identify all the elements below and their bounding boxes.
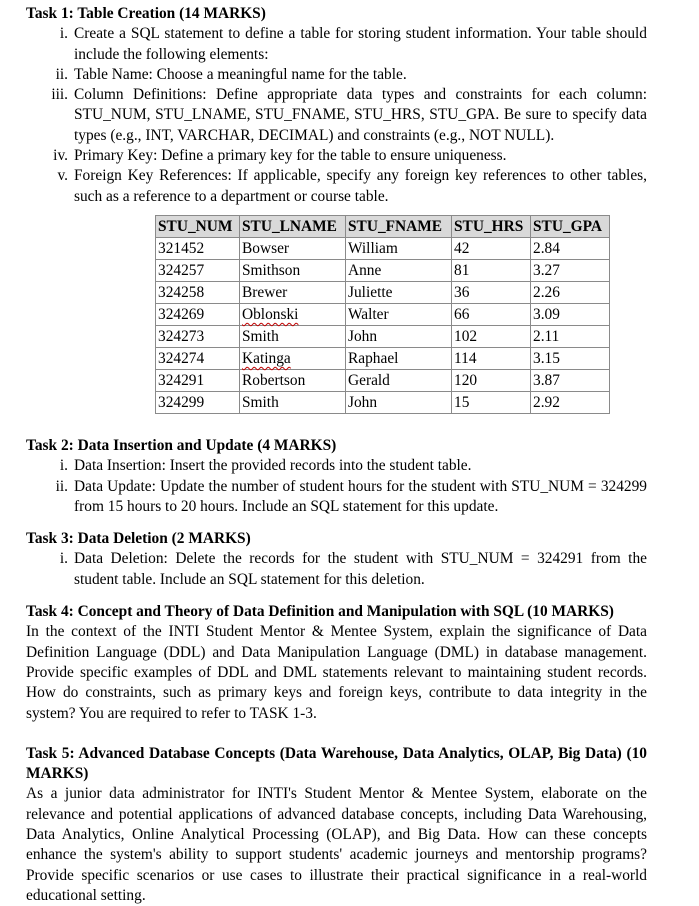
cell-text: Oblonski [242,305,299,323]
table-cell [452,303,531,325]
table-cell [452,237,531,259]
table-cell [531,347,610,369]
table-cell [156,347,240,369]
table-cell [531,391,610,413]
cell-text: John [348,327,378,345]
cell-text: 324269 [158,305,205,323]
cell-text: 3.27 [533,261,560,279]
cell-text: Raphael [348,349,399,367]
table-cell [156,325,240,347]
table-cell [452,259,531,281]
column-header: STU_GPA [531,215,610,237]
table-row [156,237,610,259]
cell-text: Walter [348,305,389,323]
table-cell [531,369,610,391]
table-row [156,281,610,303]
cell-text: 324257 [158,261,205,279]
table-cell [531,303,610,325]
task1-item: i. Create a SQL statement to define a table for storing student information. Your table should include the following elements: [59,25,647,63]
cell-text: 3.15 [533,349,560,367]
cell-text: Brewer [242,283,288,301]
cell-text: 42 [454,239,470,257]
column-header: STU_NUM [156,215,240,237]
table-cell [452,391,531,413]
cell-text: 114 [454,349,477,367]
task2-heading: Task 2: Data Insertion and Update (4 MARKS) [26,436,337,454]
table-cell [240,303,346,325]
table-cell [156,281,240,303]
table-row [156,347,610,369]
table-header-row [156,215,610,237]
table-cell [531,259,610,281]
table-cell [531,281,610,303]
task4-heading: Task 4: Concept and Theory of Data Definition and Manipulation with SQL (10 MARKS) [26,603,614,621]
cell-text: 324291 [158,371,205,389]
task1-item: v. Foreign Key References: If applicable, specify any foreign key references to other tables, such as a reference to a department or course table. [57,167,647,205]
task4-body: In the context of the INTI Student Mentor & Mentee System, explain the significance of Data Definition Language (DDL) and Data Manipulation Language (DML) in database management. Provide specific examples of DDL and DML statements relevant to maintaining student records. How do constraints, such as primary keys and foreign keys, contribute to data integrity in the system? You are required to refer to TASK 1-3. [26,623,647,722]
task3-item: i. Data Deletion: Delete the records for the student with STU_NUM = 324291 from the student table. Include an SQL statement for this deletion. [59,550,647,588]
table-cell [240,281,346,303]
table-cell [452,369,531,391]
task2-list [26,456,647,517]
cell-text: 2.84 [533,239,560,257]
cell-text: 324258 [158,283,205,301]
task1-section [26,4,647,207]
cell-text: 324273 [158,327,205,345]
cell-text: 2.11 [533,327,560,345]
table-cell [156,303,240,325]
cell-text: 2.26 [533,283,560,301]
table-cell [346,347,452,369]
table-cell [531,237,610,259]
cell-text: 321452 [158,239,205,257]
cell-text: Bowser [242,239,290,257]
cell-text: 81 [454,261,470,279]
table-cell [531,325,610,347]
task5-body: As a junior data administrator for INTI's Student Mentor & Mentee System, elaborate on the relevance and potential applications of advanced database concepts, including Data Warehousing, Data Analytics, Online Analytical Processing (OLAP), and Big Data. How can these concepts enhance the system's ability to support students' academic journeys and mentorship programs? Provide specific scenarios or use cases to illustrate their practical significance in a real-world educational setting. [26,785,647,904]
task1-item: ii. Table Name: Choose a meaningful name for the table. [55,65,407,83]
table-cell [346,237,452,259]
table-row [156,259,610,281]
task1-list [26,24,647,207]
column-header: STU_LNAME [240,215,346,237]
cell-text: Anne [348,261,382,279]
cell-text: 324299 [158,393,205,411]
cell-text: Gerald [348,371,390,389]
table-row [156,325,610,347]
table-cell [156,391,240,413]
task2-item: i. Data Insertion: Insert the provided records into the student table. [59,457,472,475]
cell-text: 102 [454,327,478,345]
table-cell [240,259,346,281]
cell-text: Katinga [242,349,291,367]
table-cell [346,303,452,325]
table-cell [346,369,452,391]
cell-text: John [348,393,378,411]
task3-heading: Task 3: Data Deletion (2 MARKS) [26,530,251,548]
task3-section [26,529,647,590]
cell-text: 15 [454,393,470,411]
student-table [155,215,610,414]
table-cell [452,325,531,347]
cell-text: 324274 [158,349,205,367]
task5-heading: Task 5: Advanced Database Concepts (Data Warehouse, Data Analytics, OLAP, Big Data) (10 MARKS) [26,744,647,783]
table-row [156,369,610,391]
column-header: STU_HRS [452,215,531,237]
cell-text: William [348,239,398,257]
cell-text: 2.92 [533,393,560,411]
table-row [156,303,610,325]
table-cell [156,259,240,281]
table-cell [452,347,531,369]
task3-list [26,549,647,590]
task1-item: iv. Primary Key: Define a primary key for the table to ensure uniqueness. [53,147,507,165]
table-cell [240,237,346,259]
table-cell [240,369,346,391]
task1-item: iii. Column Definitions: Define appropriate data types and constraints for each column: STU_NUM, STU_LNAME, STU_FNAME, STU_HRS, STU_GPA. Be sure to specify data types (e.g., INT, VARCHAR, DECIMAL) and constraints (e.g., NOT NULL). [51,86,647,144]
cell-text: 66 [454,305,470,323]
cell-text: Smith [242,327,279,345]
table-cell [452,281,531,303]
task4-section [26,602,647,724]
table-cell [346,391,452,413]
table-cell [156,237,240,259]
cell-text: Smithson [242,261,301,279]
task2-section [26,436,647,517]
column-header: STU_FNAME [346,215,452,237]
cell-text: 3.09 [533,305,560,323]
table-cell [156,369,240,391]
task2-item: ii. Data Update: Update the number of student hours for the student with STU_NUM = 324299 from 15 hours to 20 hours. Include an SQL statement for this update. [55,477,647,515]
table-cell [346,259,452,281]
task5-section [26,744,647,906]
cell-text: Juliette [348,283,393,301]
table-cell [346,325,452,347]
table-cell [240,347,346,369]
cell-text: 120 [454,371,478,389]
cell-text: 3.87 [533,371,560,389]
table-cell [240,325,346,347]
table-cell [346,281,452,303]
table-cell [240,391,346,413]
cell-text: Robertson [242,371,306,389]
task1-heading: Task 1: Table Creation (14 MARKS) [26,5,266,22]
cell-text: 36 [454,283,470,301]
table-row [156,391,610,413]
cell-text: Smith [242,393,279,411]
